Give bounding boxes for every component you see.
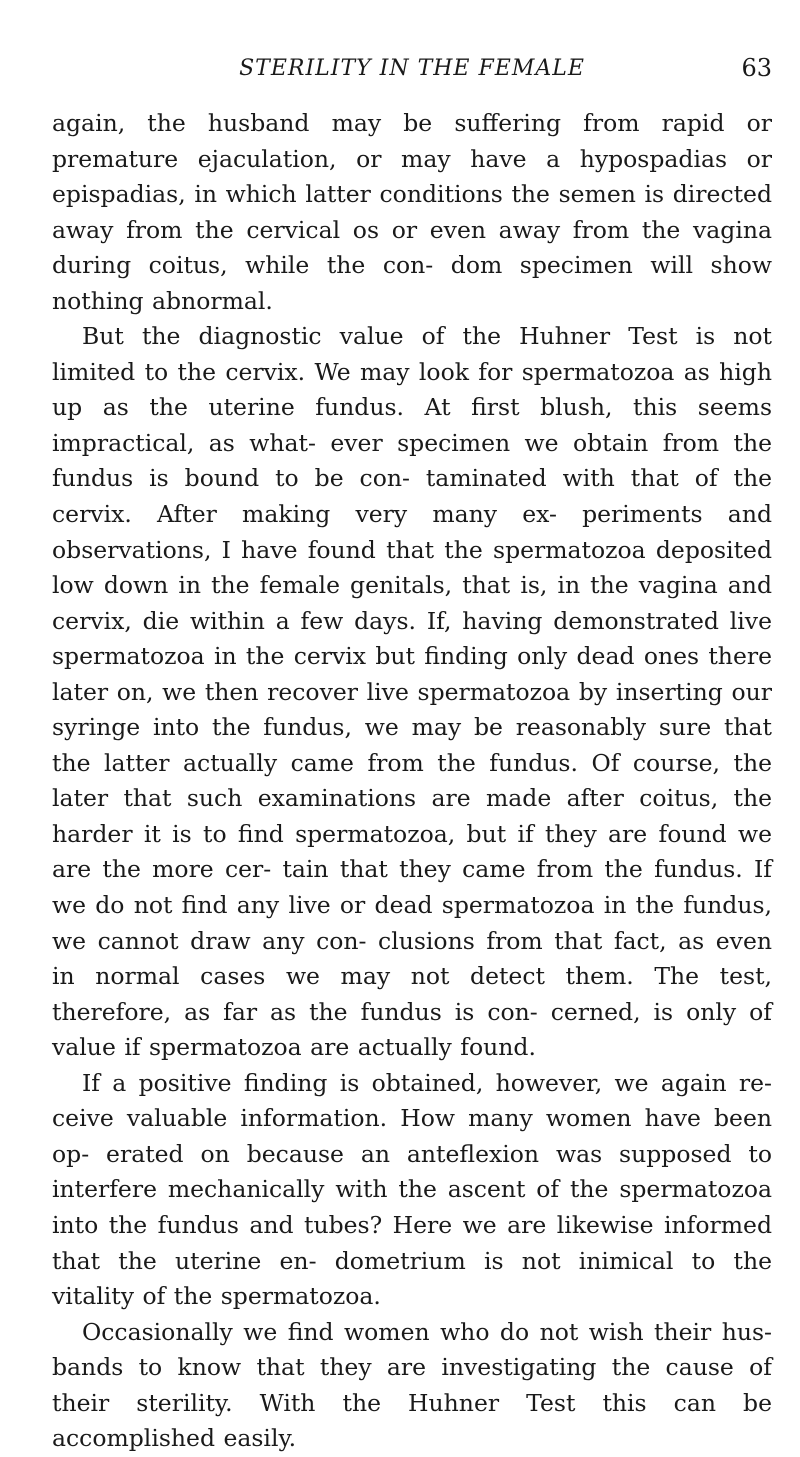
running-header [52,50,772,90]
paragraph-3: If a positive finding is obtained, however, we again re- ceive valuable information. How many women have been op- erated on because an anteflexion was supposed to interfere mechanically with the ascent of the spermatozoa into the fundus and tubes? Here we are likewise informed that the uterine en- dometrium is not inimical to the vitality of the spermatozoa. [52,1068,772,1311]
page-number: 63 [741,54,772,82]
paragraph-1: again, the husband may be suffering from rapid or premature ejaculation, or may have a hypospadias or epispadias, in which latter conditions the semen is directed away from the cervical os or even away from the vagina during coitus, while the con- dom specimen will show nothing abnormal. [52,109,772,315]
running-title: STERILITY IN THE FEMALE [239,56,585,81]
body-text [52,106,772,1457]
paragraph-4: Occasionally we find women who do not wish their hus- bands to know that they are investigating the cause of their sterility. With the Huhner Test this can be accomplished easily. [52,1317,772,1453]
paragraph-2: But the diagnostic value of the Huhner Test is not limited to the cervix. We may look for spermatozoa as high up as the uterine fundus. At first blush, this seems impractical, as what- ever specimen we obtain from the fundus is bound to be con- taminated with that of the cervix. After making very many ex- periments and observations, I have found that the spermatozoa deposited low down in the female genitals, that is, in the vagina and cervix, die within a few days. If, having demonstrated live spermatozoa in the cervix but finding only dead ones there later on, we then recover live spermatozoa by inserting our syringe into the fundus, we may be reasonably sure that the latter actually came from the fundus. Of course, the later that such examinations are made after coitus, the harder it is to find spermatozoa, but if they are found we are the more cer- tain that they came from the fundus. If we do not find any live or dead spermatozoa in the fundus, we cannot draw any con- clusions from that fact, as even in normal cases we may not detect them. The test, therefore, as far as the fundus is con- cerned, is only of value if spermatozoa are actually found. [52,322,772,1062]
